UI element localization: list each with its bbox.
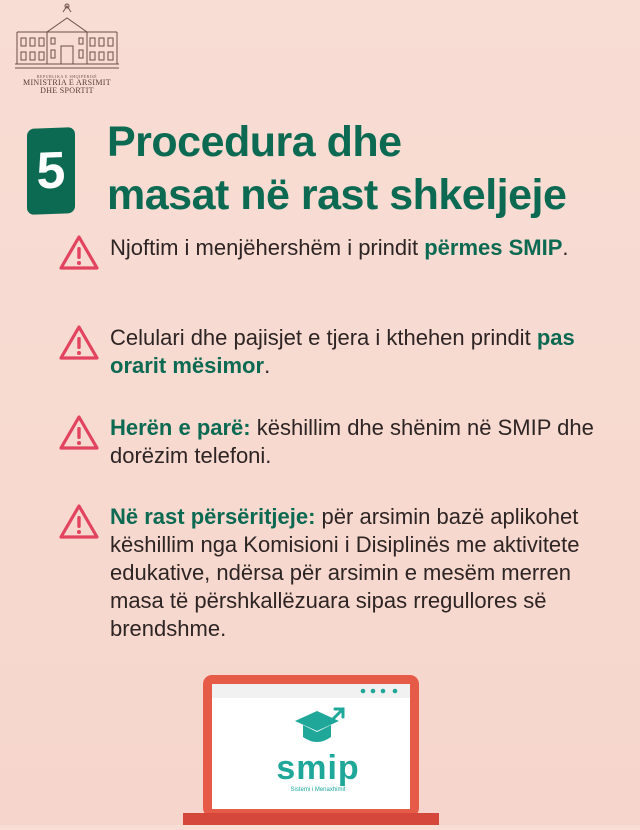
item-text bbox=[110, 234, 630, 262]
item-text bbox=[110, 414, 630, 470]
page-title bbox=[107, 116, 566, 222]
warning-icon bbox=[58, 503, 100, 541]
item-text-normal: . bbox=[264, 353, 271, 378]
logo-small-text: REPUBLIKA E SHQIPËRISË bbox=[36, 74, 98, 79]
smip-subtitle: Sistemi i Menaxhimit bbox=[290, 787, 346, 793]
graduation-cap-icon bbox=[287, 705, 347, 751]
ministry-logo bbox=[8, 2, 126, 102]
item-text-normal: Celulari dhe pajisjet e tjera i kthehen prindit bbox=[110, 325, 537, 350]
item-text-normal: Njoftim i menjëhershëm i prindit bbox=[110, 235, 425, 260]
warning-icon bbox=[58, 234, 100, 272]
smip-logo-text: smip bbox=[276, 749, 360, 787]
building-emblem bbox=[13, 2, 121, 74]
item-text bbox=[110, 324, 630, 380]
item-text bbox=[110, 503, 630, 643]
step-number-badge: 5 bbox=[27, 127, 75, 215]
logo-line-1: MINISTRIA E ARSIMIT bbox=[23, 78, 111, 87]
logo-line-2: DHE SPORTIT bbox=[40, 86, 94, 95]
item-text-normal: këshillim dhe shënim në SMIP dhe dorëzim telefoni. bbox=[110, 415, 594, 468]
item-text-normal: për arsimin bazë aplikohet këshillim nga Komisioni i Disiplinës me aktivitete edukative, ndërsa për arsimin e mesëm merren masa të përshkallëzuara sipas rregullores së brendshme. bbox=[110, 504, 580, 641]
laptop-illustration bbox=[183, 675, 439, 825]
item-text-highlight: pas orarit mësimor bbox=[110, 325, 575, 378]
title-line-1: Procedura dhe bbox=[107, 118, 402, 166]
item-text-highlight: Në rast përsëritjeje: bbox=[110, 504, 316, 529]
title-line-2: masat në rast shkeljeje bbox=[107, 171, 567, 219]
item-text-highlight: Herën e parë: bbox=[110, 415, 251, 440]
item-text-normal: . bbox=[562, 235, 569, 260]
item-text-highlight: përmes SMIP bbox=[424, 235, 563, 260]
warning-icon bbox=[58, 414, 100, 452]
warning-icon bbox=[58, 324, 100, 362]
